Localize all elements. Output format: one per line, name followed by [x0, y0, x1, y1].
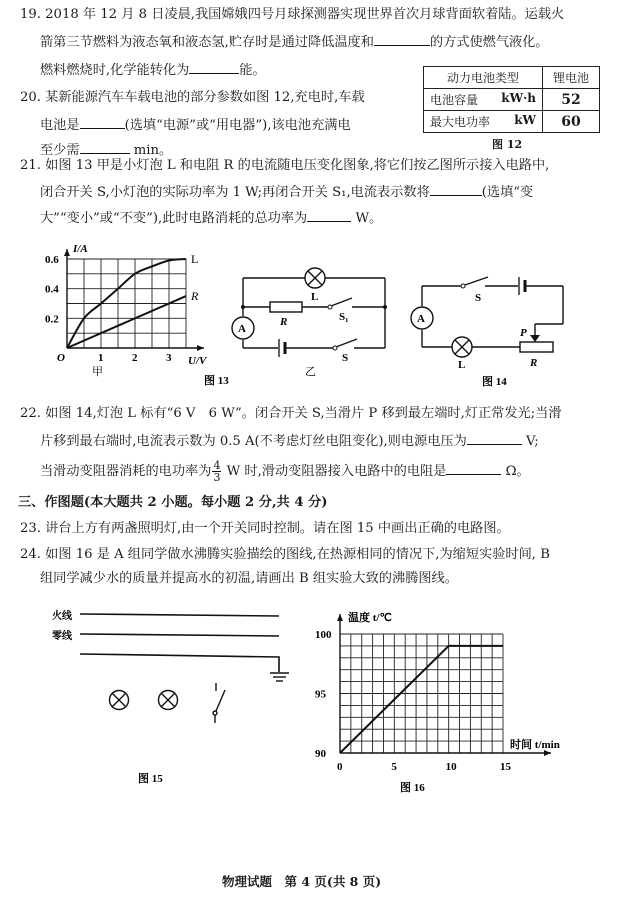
q20-text-a: 电池是	[40, 118, 80, 133]
x-tick-label: 0	[337, 761, 343, 773]
q21-text-c: 大”“变小”或“不变”),此时电路消耗的总功率为	[40, 211, 308, 226]
x-axis-label: U/V	[188, 355, 207, 367]
switch-s-label: S	[342, 352, 349, 364]
switch-label: S	[475, 292, 482, 304]
fraction-denominator: 3	[213, 471, 221, 484]
fig13b-subcaption: 乙	[305, 366, 316, 378]
series-label: L	[191, 252, 199, 266]
row-label: 最大电功率	[430, 115, 491, 129]
q22-text-c: 当滑动变阻器消耗的电功率为	[40, 464, 212, 479]
q22-text-e: Ω。	[505, 464, 530, 479]
table-cell-value: 锂电池	[543, 67, 600, 89]
q21-text-b: (选填“变	[481, 185, 534, 200]
row-label: 电池容量	[430, 93, 479, 107]
y-axis-label: I/A	[73, 243, 88, 255]
q19-line1: 19. 2018 年 12 月 8 日凌晨,我国嫦娥四号月球探测器实现世界首次月球背面软着陆。运载火	[20, 7, 565, 22]
q19-text-a: 箭第三节燃料为液态氧和液态氢,贮存时是通过降低温度和	[40, 35, 374, 50]
x-tick-label: 15	[500, 761, 511, 773]
section-heading: 三、作图题(本大题共 2 小题。每小题 2 分,共 4 分)	[18, 495, 328, 510]
y-axis-arrow-icon	[337, 614, 343, 621]
page-footer: 物理试题 第 4 页(共 8 页)	[222, 874, 382, 889]
resistor-label: R	[280, 316, 288, 328]
rheostat-label: R	[530, 357, 538, 369]
y-tick-label: 90	[315, 748, 326, 760]
y-tick-label: 0.6	[45, 254, 59, 266]
q19-text-d: 能。	[239, 63, 266, 78]
chart-series	[340, 646, 503, 753]
chart-grid	[340, 634, 503, 753]
q22-line1: 22. 如图 14,灯泡 L 标有“6 V 6 W”。闭合开关 S,当滑片 P 移到最左端时,灯正常发光;当滑	[20, 406, 562, 421]
fraction-numerator: 4	[213, 459, 221, 472]
q22-text-a: 片移到最右端时,电流表示数为 0.5 A(不考虑灯丝电阻变化),则电源电压为	[40, 434, 467, 449]
x-tick-label: 1	[98, 352, 104, 364]
series-line-A组	[340, 646, 503, 753]
q21-text-d: W。	[355, 211, 383, 226]
chart-axes	[337, 614, 551, 756]
y-tick-label: 0.2	[45, 313, 59, 326]
q20-text-b: (选填“电源”或“用电器”),该电池充满电	[124, 118, 351, 133]
q22-text-d: W 时,滑动变阻器接入电路中的电阻是	[226, 464, 447, 479]
q22-text-b: V;	[526, 434, 539, 449]
x-tick-label: 2	[132, 352, 138, 364]
q20-line1: 20. 某新能源汽车车载电池的部分参数如图 12,充电时,车载	[20, 90, 365, 105]
fig15-caption: 图 15	[138, 773, 163, 785]
table-cell-value: 60	[543, 111, 600, 133]
table-cell-label: 动力电池类型	[424, 67, 543, 89]
x-tick-label: O	[57, 352, 65, 364]
lamp-label: L	[458, 359, 466, 371]
live-wire-label: 火线	[52, 611, 72, 622]
q24-line1: 24. 如图 16 是 A 组同学做水沸腾实验描绘的图线,在热源相同的情况下,为缩短实验时间, B	[20, 547, 550, 562]
fig13a-subcaption: 甲	[92, 366, 103, 378]
y-tick-label: 0.4	[45, 283, 59, 296]
y-tick-label: 95	[315, 688, 326, 701]
neutral-wire-label: 零线	[52, 631, 72, 642]
q24-line2: 组同学减少水的质量并提高水的初温,请画出 B 组实验大致的沸腾图线。	[40, 571, 458, 586]
fig14-caption: 图 14	[482, 376, 507, 388]
series-label: R	[191, 289, 199, 304]
q19-text-b: 的方式使燃气液化。	[429, 35, 549, 50]
table-cell-value: 52	[543, 89, 600, 111]
q20-text-c: 至少需	[40, 143, 80, 158]
x-tick-label: 5	[391, 761, 397, 773]
q19-text-c: 燃料燃烧时,化学能转化为	[40, 63, 190, 78]
q21-line1: 21. 如图 13 甲是小灯泡 L 和电阻 R 的电流随电压变化图象,将它们按乙图所示接入电路中,	[20, 158, 550, 173]
x-tick-label: 3	[166, 352, 172, 364]
fig13-caption: 图 13	[204, 375, 229, 387]
ammeter-label: A	[417, 313, 425, 325]
row-unit: kW·h	[501, 91, 536, 105]
x-tick-label: 10	[445, 761, 457, 773]
ammeter-label: A	[238, 323, 246, 335]
q20-text-d: min。	[133, 143, 173, 158]
y-axis-label: 温度 t/℃	[348, 612, 392, 624]
y-tick-label: 100	[315, 629, 332, 641]
fig16-caption: 图 16	[400, 782, 425, 794]
fig12-caption: 图 12	[492, 138, 523, 151]
switch-s1-label: S₁	[339, 311, 349, 323]
slider-label: P	[520, 327, 527, 339]
lamp-label: L	[311, 291, 319, 303]
q21-text-a: 闭合开关 S,小灯泡的实际功率为 1 W;再闭合开关 S₁,电流表示数将	[40, 185, 430, 200]
row-unit: kW	[514, 113, 536, 127]
q23-line1: 23. 讲台上方有两盏照明灯,由一个开关同时控制。请在图 15 中画出正确的电路图。	[20, 521, 510, 536]
x-axis-label: 时间 t/min	[510, 739, 560, 751]
